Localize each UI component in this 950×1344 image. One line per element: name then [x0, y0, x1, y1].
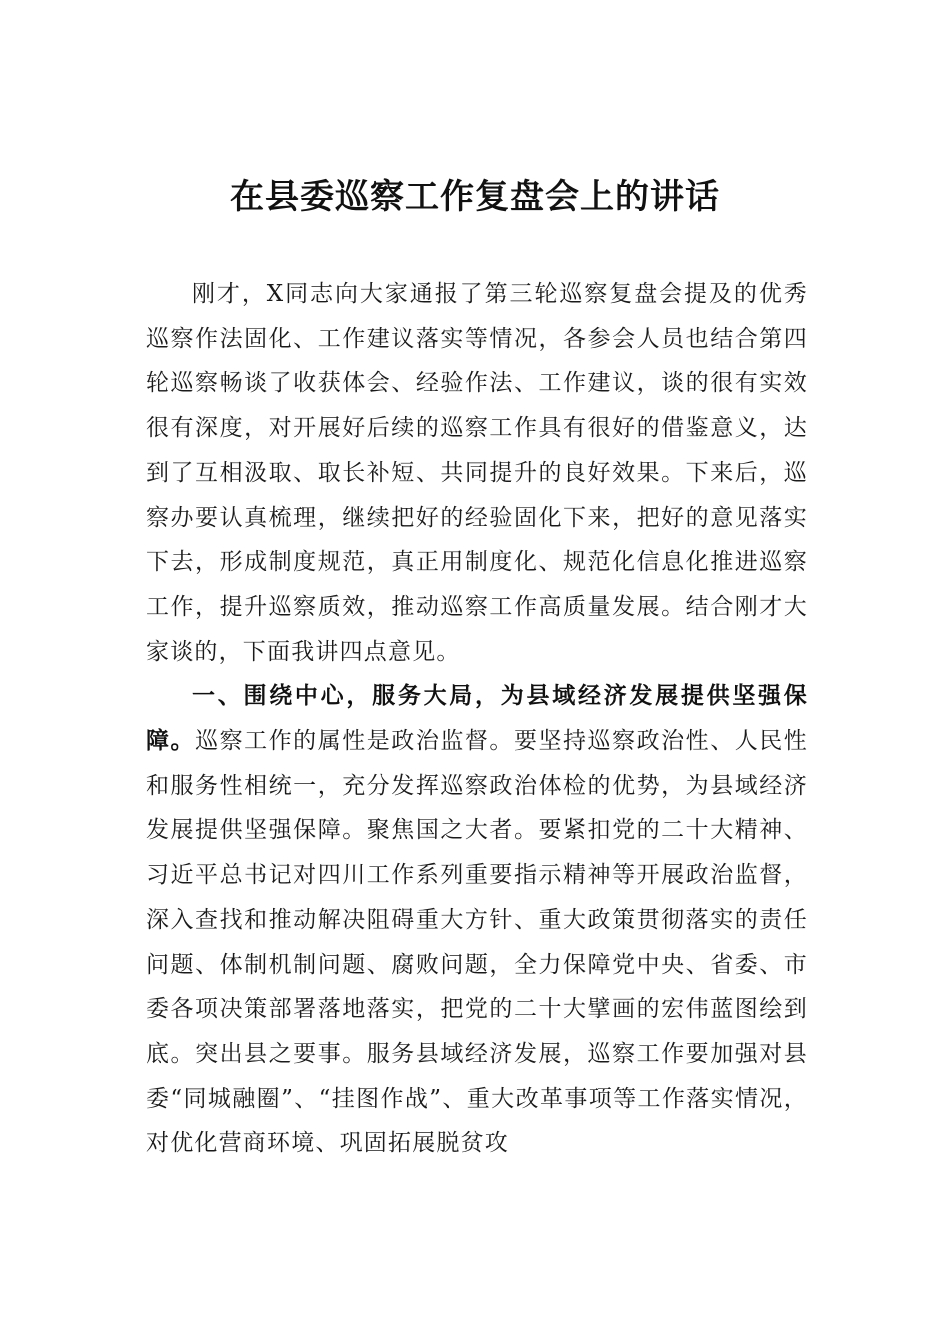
document-body [146, 272, 808, 1166]
paragraph-intro: 刚才，X同志向大家通报了第三轮巡察复盘会提及的优秀巡察作法固化、工作建议落实等情况，各参会人员也结合第四轮巡察畅谈了收获体会、经验作法、工作建议，谈的很有实效很有深度，对开展好后续的巡察工作具有很好的借鉴意义，达到了互相汲取、取长补短、共同提升的良好效果。下来后，巡察办要认真梳理，继续把好的经验固化下来，把好的意见落实下去，形成制度规范，真正用制度化、规范化信息化推进巡察工作，提升巡察质效，推动巡察工作高质量发展。结合刚才大家谈的，下面我讲四点意见。 [146, 281, 808, 665]
document-title: 在县委巡察工作复盘会上的讲话 [230, 177, 720, 217]
section-heading: 一、围绕中心，服务大局，为县域经济发展提供坚强保障。 [146, 683, 808, 755]
section-body: 巡察工作的属性是政治监督。要坚持巡察政治性、人民性和服务性相统一，充分发挥巡察政治体检的优势，为县域经济发展提供坚强保障。聚焦国之大者。要紧扣党的二十大精神、习近平总书记对四川工作系列重要指示精神等开展政治监督，深入查找和推动解决阻碍重大方针、重大政策贯彻落实的责任问题、体制机制问题、腐败问题，全力保障党中央、省委、市委各项决策部署落地落实，把党的二十大擘画的宏伟蓝图绘到底。突出县之要事。服务县域经济发展，巡察工作要加强对县委“同城融圈”、“挂图作战”、重大改革事项等工作落实情况，对优化营商环境、巩固拓展脱贫攻 [146, 728, 808, 1157]
paragraph-section-one [146, 674, 808, 1166]
